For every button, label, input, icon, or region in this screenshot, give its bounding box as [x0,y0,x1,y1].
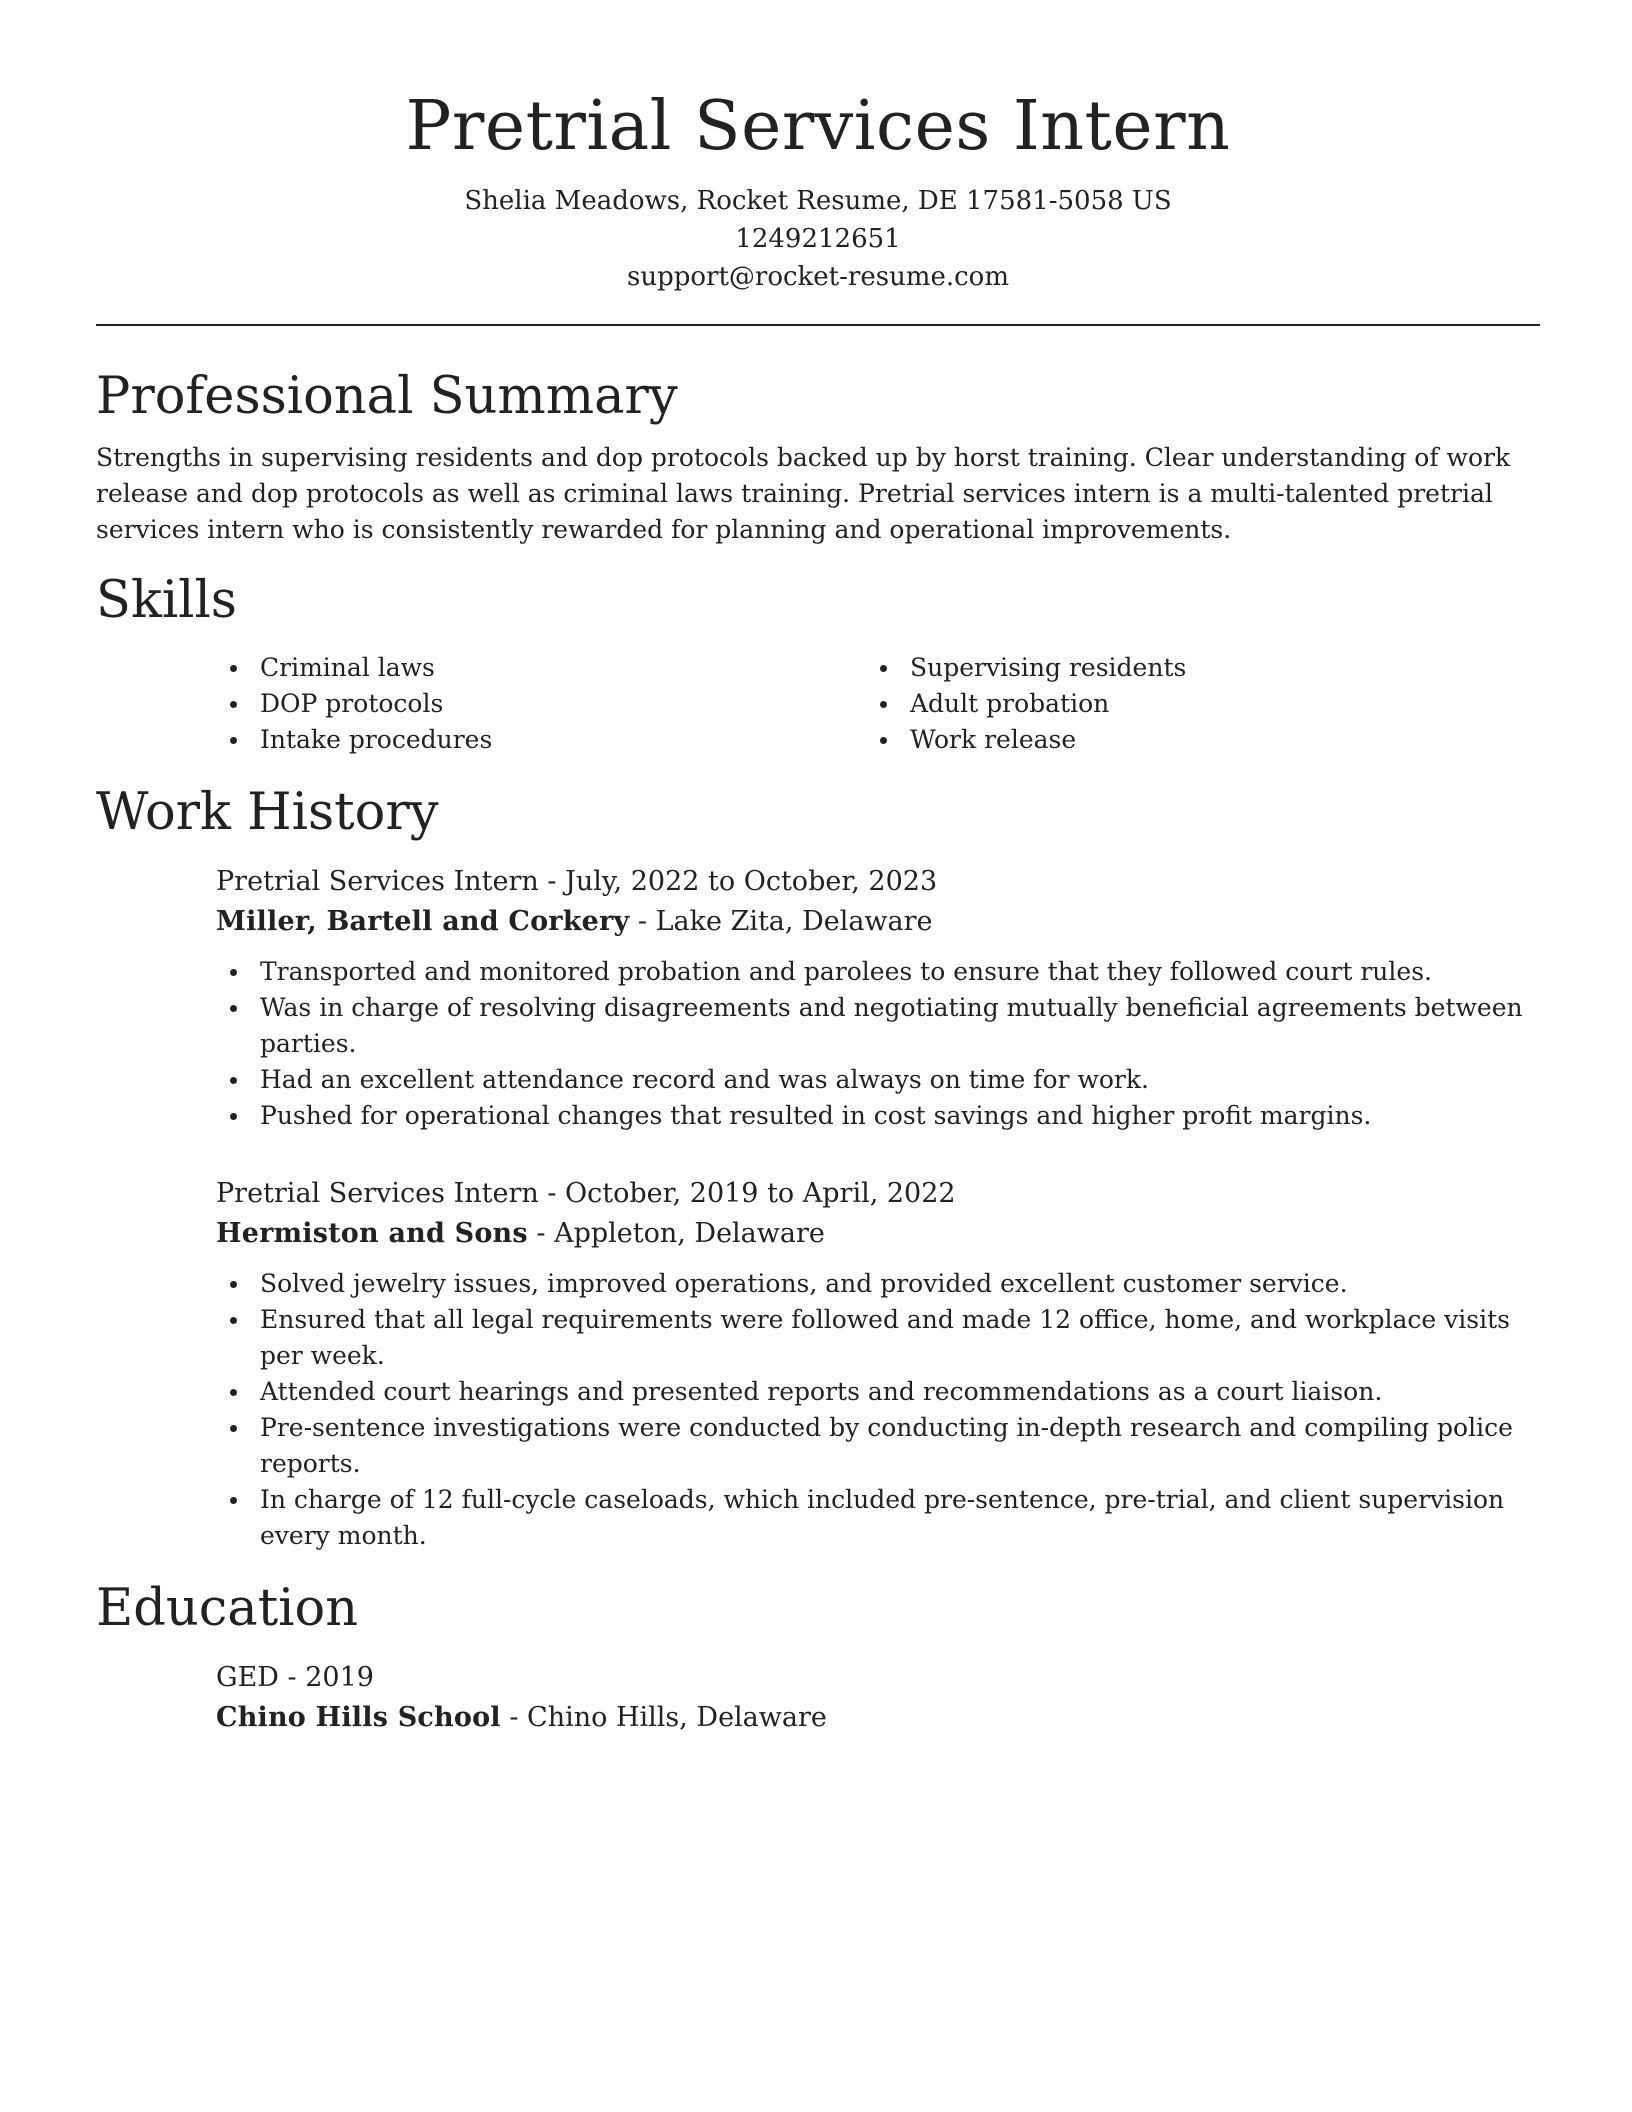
summary-heading: Professional Summary [96,367,678,426]
skill-item: Adult probation [866,686,1516,722]
job-title: Pretrial Services Intern [216,866,539,897]
education-entry [216,1658,1540,1738]
skill-item: Supervising residents [866,650,1516,686]
resume-header [96,0,1540,296]
job-bullet: Had an excellent attendance record and was always on time for work. [216,1062,1540,1098]
resume-page [96,0,1540,1738]
contact-email: support@rocket-resume.com [626,262,1009,292]
education-degree: GED [216,1662,279,1693]
job-bullet: Was in charge of resolving disagreements and negotiating mutually beneficial agreements between parties. [216,990,1540,1062]
education-school-line [216,1698,1540,1738]
work-history-section [96,778,1540,1554]
job-bullet: Transported and monitored probation and parolees to ensure that they followed court rules. [216,954,1540,990]
skill-item: Criminal laws [216,650,866,686]
job-title-line [216,1174,1540,1214]
job-bullet: Attended court hearings and presented reports and recommendations as a court liaison. [216,1374,1540,1410]
skills-grid [216,650,1540,758]
job-company: Hermiston and Sons [216,1218,528,1249]
job-title-line [216,862,1540,902]
skills-column-right [866,650,1516,758]
resume-title: Pretrial Services Intern [405,87,1231,166]
job-bullets [216,1266,1540,1554]
education-section [96,1574,1540,1738]
contact-info [96,182,1540,296]
job-entry [216,1174,1540,1554]
job-bullet: Solved jewelry issues, improved operations, and provided excellent customer service. [216,1266,1540,1302]
job-dates: - July, 2022 to October, 2023 [538,866,938,897]
skill-item: DOP protocols [216,686,866,722]
job-company: Miller, Bartell and Corkery [216,906,630,937]
job-bullet: Ensured that all legal requirements were followed and made 12 office, home, and workplace visits per week. [216,1302,1540,1374]
skill-item: Work release [866,722,1516,758]
job-location: - Appleton, Delaware [527,1218,825,1249]
contact-address: Shelia Meadows, Rocket Resume, DE 17581-5058 US [464,186,1172,216]
education-heading: Education [96,1579,359,1638]
summary-section [96,362,1540,548]
job-dates: - October, 2019 to April, 2022 [538,1178,956,1209]
education-school: Chino Hills School [216,1702,501,1733]
job-bullet: Pushed for operational changes that resulted in cost savings and higher profit margins. [216,1098,1540,1134]
work-history-heading: Work History [96,783,439,842]
skills-heading: Skills [96,571,237,630]
header-divider [96,324,1540,326]
skill-item: Intake procedures [216,722,866,758]
job-location: - Lake Zita, Delaware [629,906,933,937]
skills-section [96,566,1540,758]
education-location: - Chino Hills, Delaware [500,1702,827,1733]
education-year: - 2019 [278,1662,374,1693]
summary-text: Strengths in supervising residents and dop protocols backed up by horst training. Clear understanding of work release and dop protocols as well as criminal laws training. Pretrial services intern is a multi-talented pretrial services intern who is consistently rewarded for planning and operational improvements. [96,443,1511,544]
skills-column-left [216,650,866,758]
job-entry [216,862,1540,1134]
job-bullet: Pre-sentence investigations were conducted by conducting in-depth research and compiling police reports. [216,1410,1540,1482]
job-bullet: In charge of 12 full-cycle caseloads, which included pre-sentence, pre-trial, and client supervision every month. [216,1482,1540,1554]
contact-phone: 1249212651 [735,224,901,254]
job-title: Pretrial Services Intern [216,1178,539,1209]
education-degree-line [216,1658,1540,1698]
job-company-line [216,1214,1540,1254]
job-company-line [216,902,1540,942]
job-bullets [216,954,1540,1134]
